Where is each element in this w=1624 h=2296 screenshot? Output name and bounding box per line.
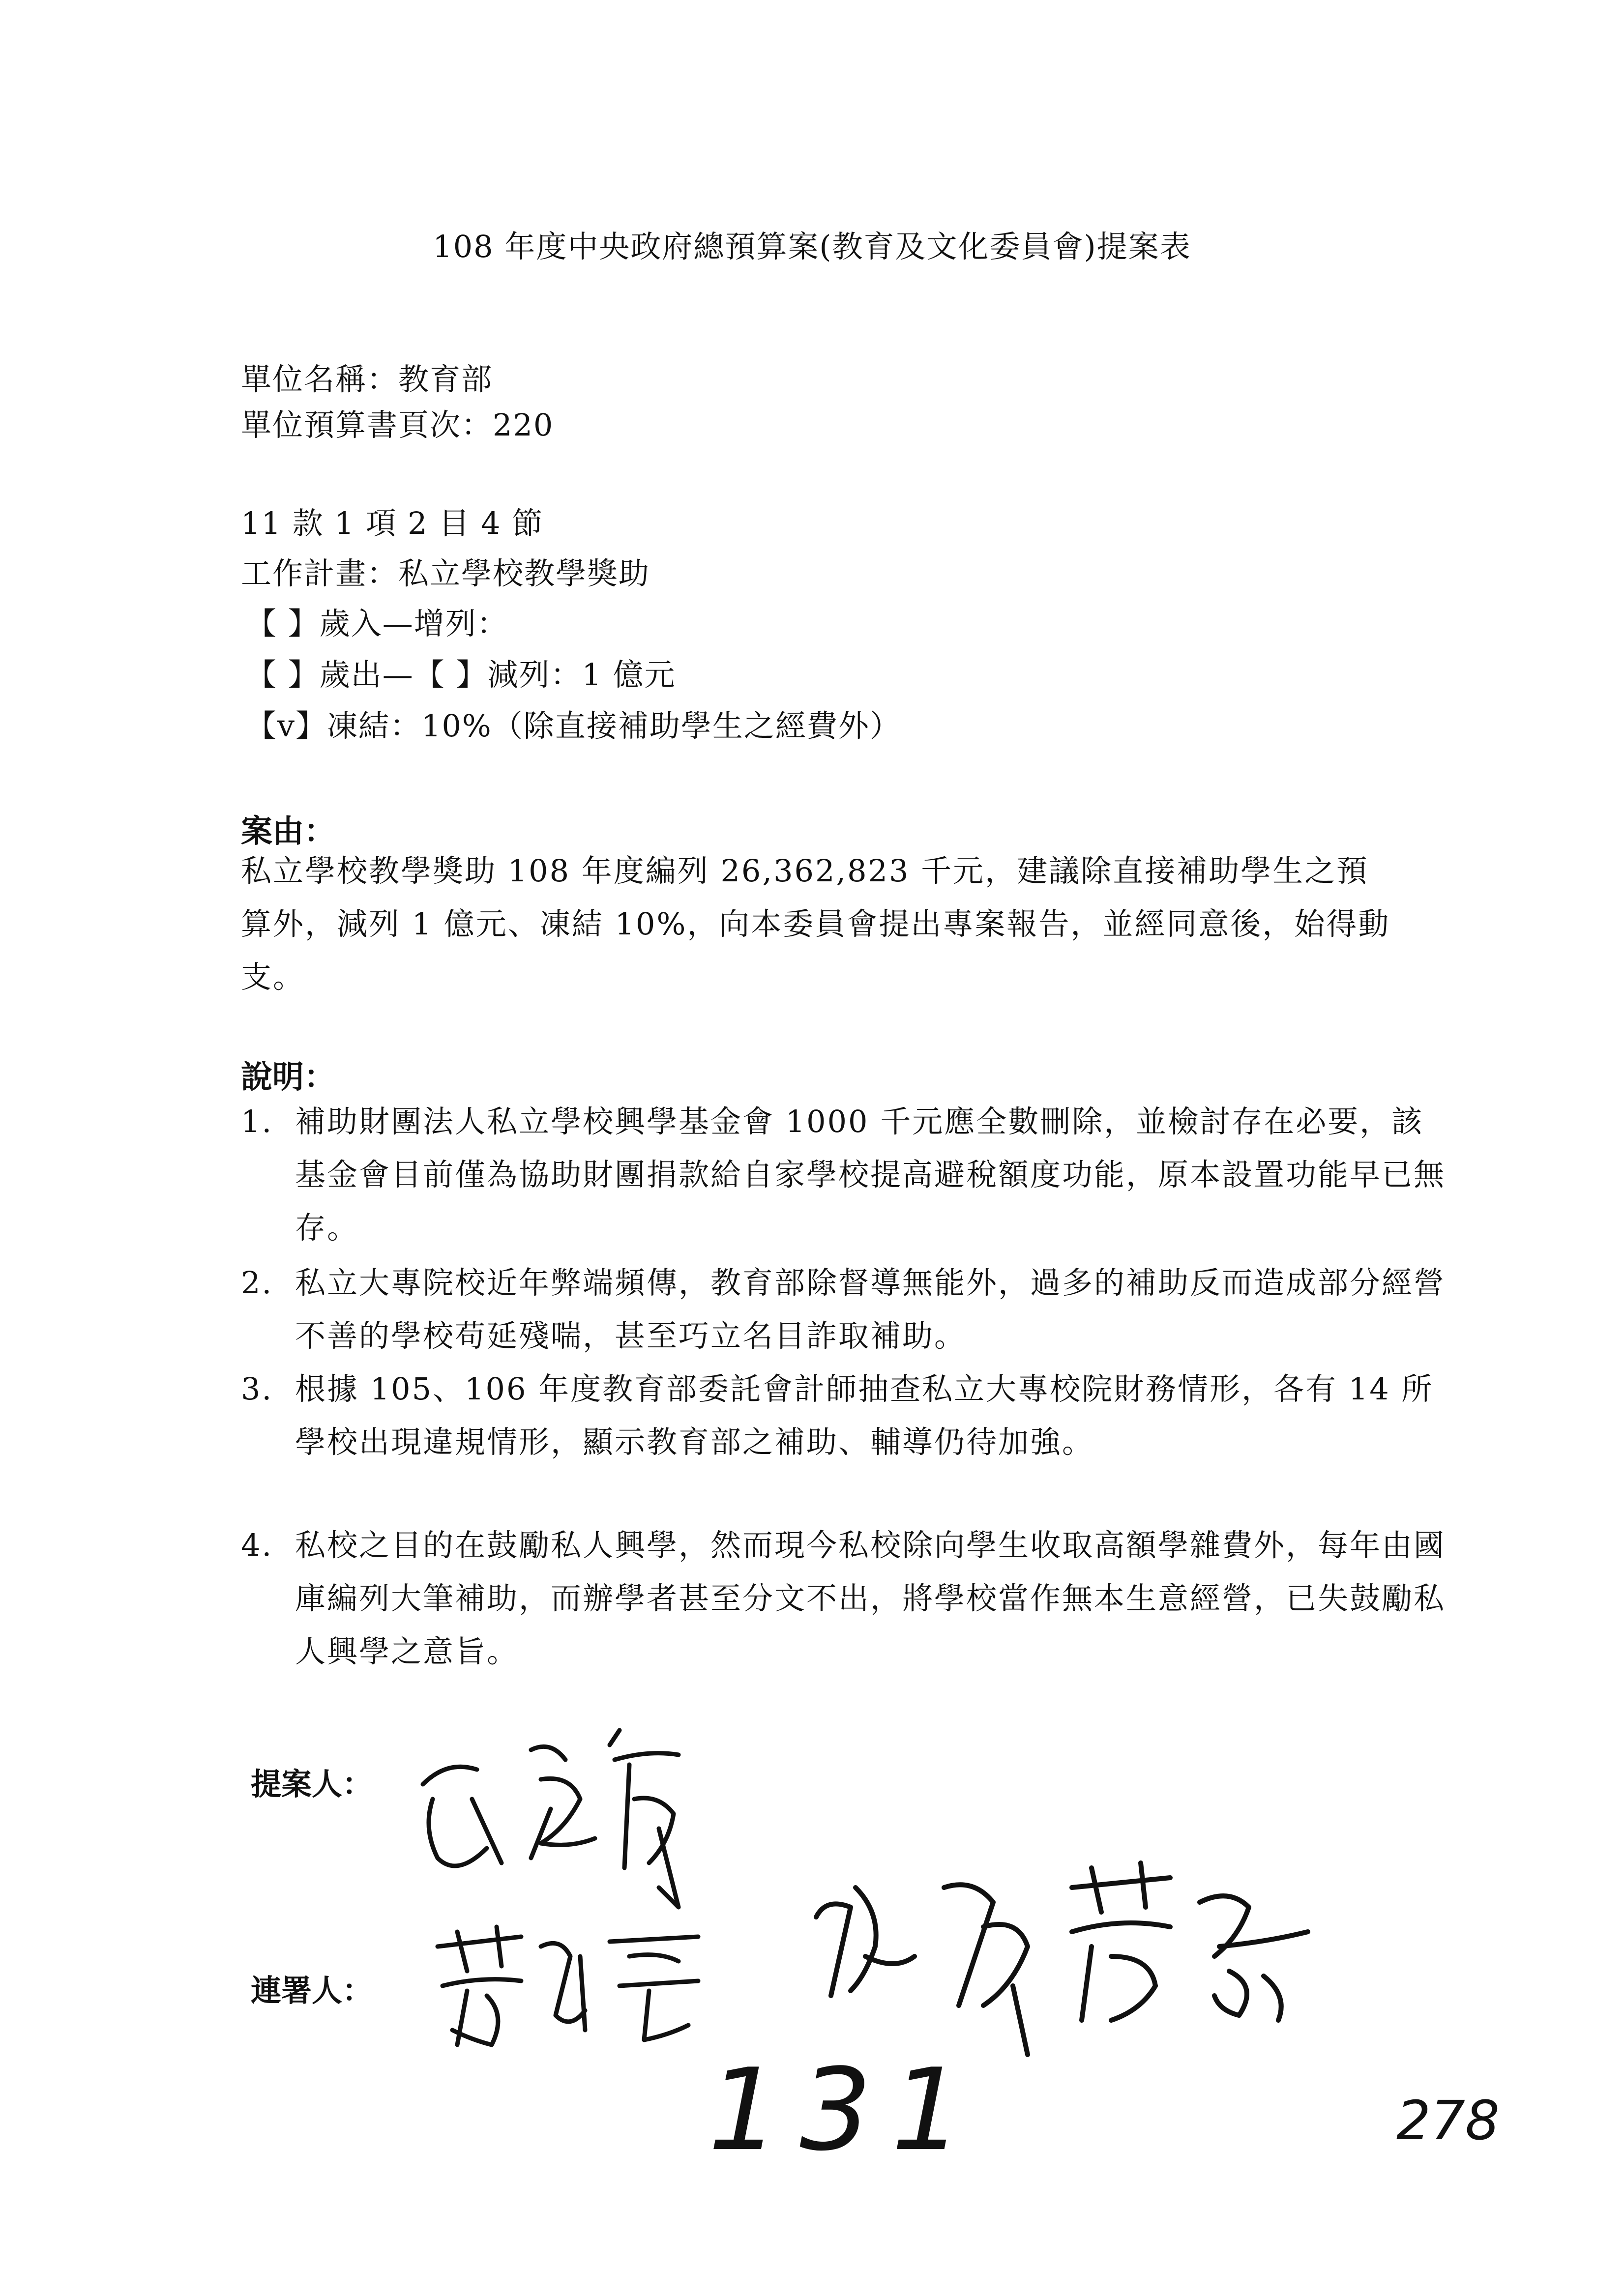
page-number: 278 [1396, 2089, 1500, 2152]
explanation-text: 私立大專院校近年弊端頻傳，教育部除督導無能外，過多的補助反而造成部分經營不善的學校苟延殘喘，甚至巧立名目詐取補助。 [295, 1265, 1446, 1354]
explanation-item-4 [241, 1519, 1446, 1678]
explanation-text: 私校之目的在鼓勵私人興學，然而現今私校除向學生收取高額學雜費外，每年由國庫編列大筆補助，而辦學者甚至分文不出，將學校當作無本生意經營，已失鼓勵私人興學之意旨。 [295, 1527, 1446, 1669]
section-ref: 11 款 1 項 2 目 4 節 [241, 505, 544, 541]
explanation-number: 3. [241, 1371, 273, 1407]
handwritten-number: 131 [708, 2045, 983, 2176]
budget-page: 單位預算書頁次：220 [241, 407, 554, 443]
explanation-item-3 [241, 1363, 1446, 1469]
revenue-line: 【 】歲入—增列： [246, 606, 508, 641]
explanation-heading: 說明： [241, 1059, 335, 1096]
unit-name: 單位名稱：教育部 [241, 361, 493, 397]
cosigner-signature-1 [423, 1917, 718, 2064]
explanation-text: 根據 105、106 年度教育部委託會計師抽查私立大專校院財務情形，各有 14 所學校出現違規情形，顯示教育部之補助、輔導仍待加強。 [295, 1371, 1434, 1460]
proposer-signature [403, 1701, 777, 1927]
freeze-line: 【v】凍結：10%（除直接補助學生之經費外） [246, 708, 901, 744]
proposer-label: 提案人： [251, 1766, 373, 1802]
cosigner-signature-2 [797, 1858, 1337, 2064]
explanation-item-2 [241, 1256, 1446, 1363]
cosigner-label: 連署人： [251, 1973, 373, 2008]
document-title: 108 年度中央政府總預算案(教育及文化委員會)提案表 [433, 229, 1191, 264]
explanation-item-1 [241, 1095, 1446, 1254]
explanation-text: 補助財團法人私立學校興學基金會 1000 千元應全數刪除，並檢討存在必要，該基金會目前僅為協助財團捐款給自家學校提高避稅額度功能，原本設置功能早已無存。 [295, 1104, 1446, 1246]
work-plan: 工作計畫：私立學校教學獎助 [241, 555, 650, 591]
explanation-number: 2. [241, 1265, 273, 1301]
explanation-number: 4. [241, 1527, 273, 1563]
explanation-number: 1. [241, 1104, 273, 1139]
case-text: 私立學校教學獎助 108 年度編列 26,362,823 千元，建議除直接補助學生之預算外，減列 1 億元、凍結 10%，向本委員會提出專案報告，並經同意後，始得動支。 [241, 853, 1390, 995]
case-heading: 案由： [241, 813, 335, 850]
expenditure-line: 【 】歲出—【 】減列：1 億元 [246, 657, 676, 693]
